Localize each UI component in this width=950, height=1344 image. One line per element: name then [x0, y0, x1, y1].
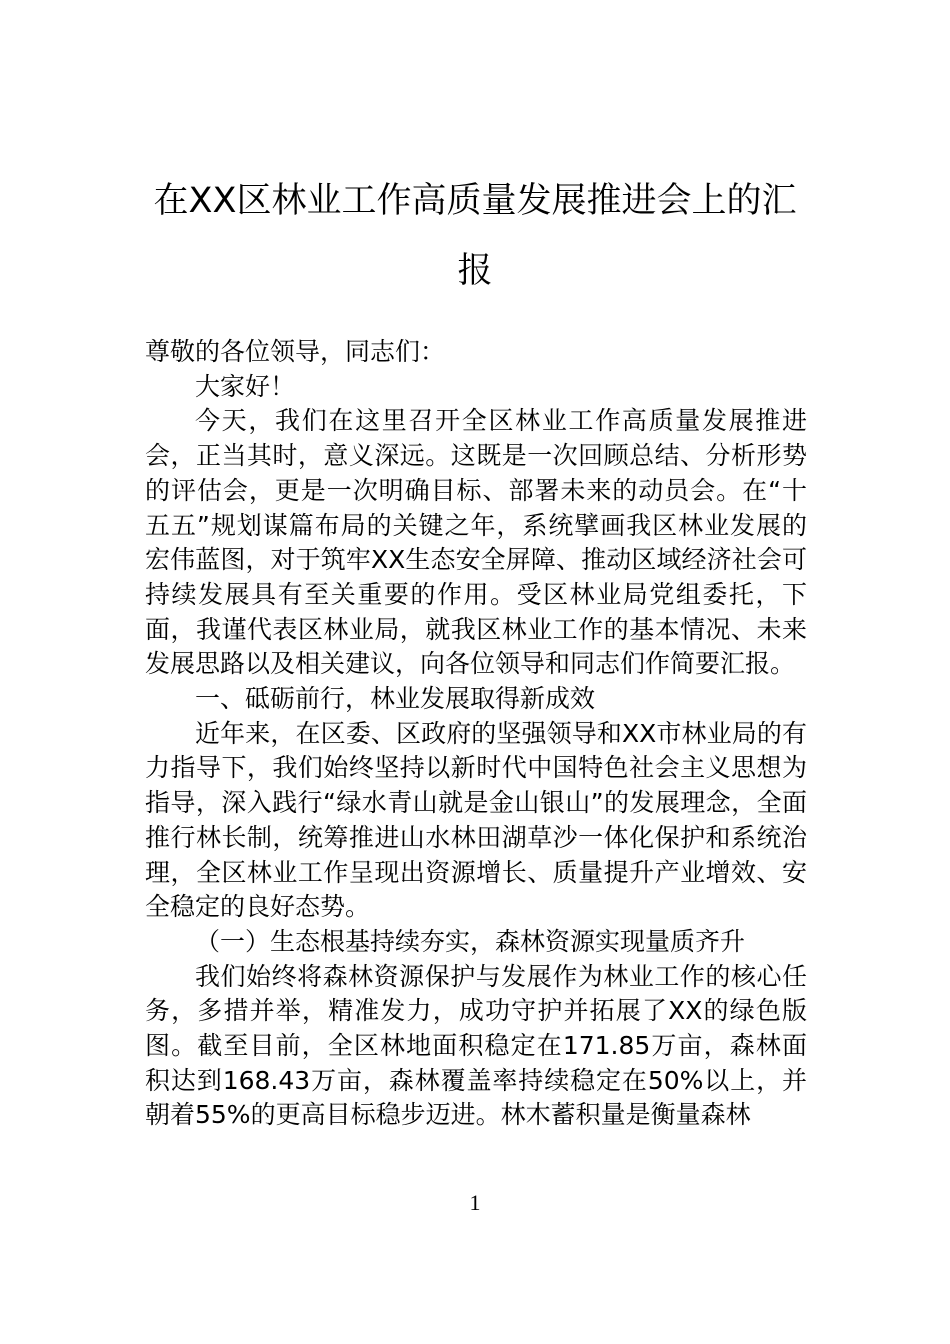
salutation: 尊敬的各位领导，同志们： — [145, 337, 446, 366]
subsection-heading-1: （一）生态根基持续夯实，森林资源实现量质齐升 — [195, 926, 746, 956]
document-title: 在XX区林业工作高质量发展推进会上的汇报 — [153, 181, 797, 291]
section-heading-1: 一、砥砺前行，林业发展取得新成效 — [195, 684, 596, 714]
subsection-paragraph-1: 我们始终将森林资源保护与发展作为林业工作的核心任务，多措并举，精准发力，成功守护并拓展了XX的绿色版图。截至目前，全区林地面积稳定在171.85万亩，森林面积达到168.43万亩，森林覆盖率持续稳定在50%以上，并朝着55%的更高目标稳步迈进。林木蓄积量是衡量森林 — [145, 961, 807, 1130]
page-number: 1 — [469, 1190, 481, 1215]
section-paragraph-1: 近年来，在区委、区政府的坚强领导和XX市林业局的有力指导下，我们始终坚持以新时代中国特色社会主义思想为指导，深入践行“绿水青山就是金山银山”的发展理念，全面推行林长制，统筹推进山水林田湖草沙一体化保护和系统治理，全区林业工作呈现出资源增长、质量提升产业增效、安全稳定的良好态势。 — [145, 718, 807, 922]
greeting: 大家好！ — [195, 371, 296, 401]
intro-paragraph: 今天，我们在这里召开全区林业工作高质量发展推进会，正当其时，意义深远。这既是一次回顾总结、分析形势的评估会，更是一次明确目标、部署未来的动员会。在“十五五”规划谋篇布局的关键之年，系统擘画我区林业发展的宏伟蓝图，对于筑牢XX生态安全屏障、推动区域经济社会可持续发展具有至关重要的作用。受区林业局党组委托，下面，我谨代表区林业局，就我区林业工作的基本情况、未来发展思路以及相关建议，向各位领导和同志们作简要汇报。 — [145, 406, 807, 679]
document-body — [145, 335, 807, 1133]
